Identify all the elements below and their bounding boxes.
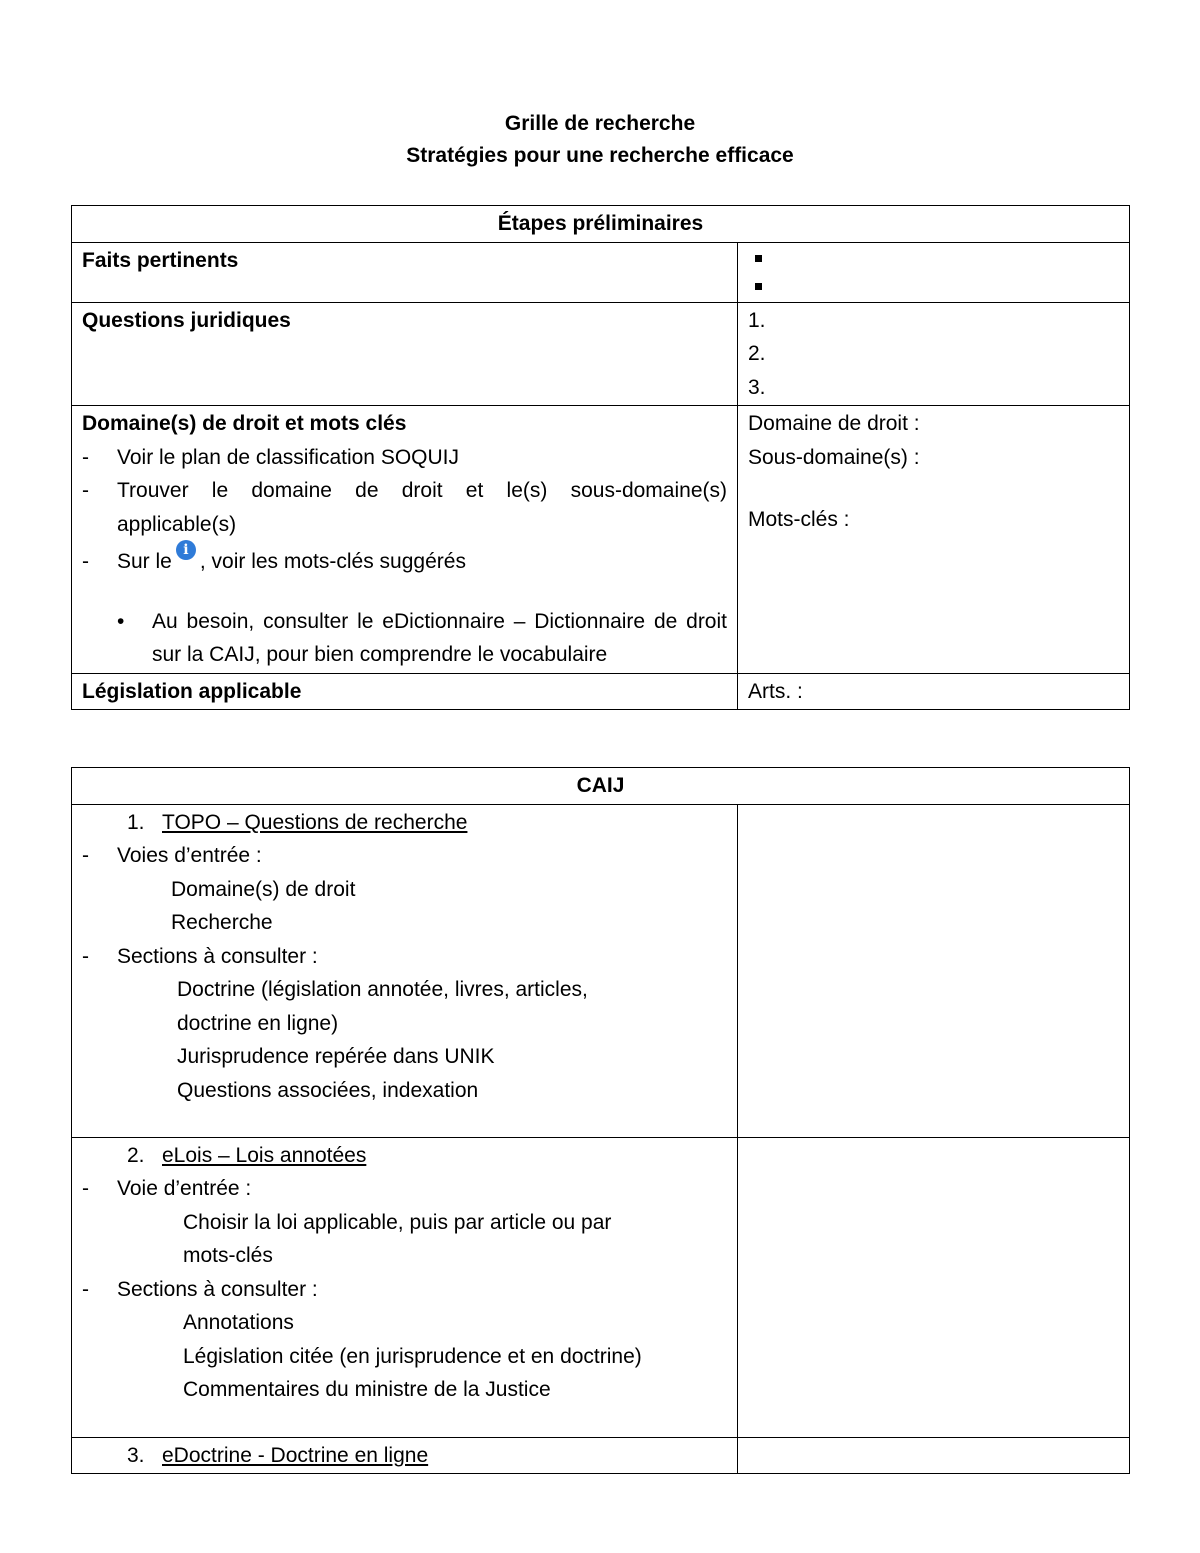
edoctrine-cell	[72, 1437, 738, 1474]
list-item: - Sur le i , voir les mots-clés suggérés	[82, 542, 466, 573]
table-row	[72, 242, 1130, 302]
questions-value-cell[interactable]	[738, 302, 1130, 406]
caij-heading: CAIJ	[72, 768, 1130, 805]
list-item: doctrine en ligne)	[177, 1011, 339, 1035]
topo-link[interactable]: TOPO – Questions de recherche	[162, 810, 468, 834]
list-item: 1.	[748, 308, 766, 332]
edoctrine-link[interactable]: eDoctrine - Doctrine en ligne	[162, 1443, 429, 1467]
sous-domaine-field-label: Sous-domaine(s) :	[748, 445, 920, 469]
list-item: - Voie d’entrée :	[82, 1177, 252, 1200]
list-item: - Voies d’entrée :	[82, 844, 262, 867]
list-item: Questions associées, indexation	[177, 1078, 479, 1102]
elois-link[interactable]: eLois – Lois annotées	[162, 1143, 367, 1167]
preliminary-steps-heading: Étapes préliminaires	[72, 206, 1130, 243]
faits-value-cell[interactable]	[738, 242, 1130, 302]
list-item: - Voir le plan de classification SOQUIJ	[82, 445, 459, 469]
list-item: Commentaires du ministre de la Justice	[183, 1378, 551, 1401]
questions-label: Questions juridiques	[72, 302, 738, 406]
page-subtitle: Stratégies pour une recherche efficace	[406, 144, 794, 167]
table-row	[72, 1437, 1130, 1474]
page-title: Grille de recherche	[504, 112, 696, 135]
list-item: 2.	[748, 342, 766, 365]
preliminary-steps-table	[71, 205, 1130, 710]
table-row	[72, 804, 1130, 1137]
table-row	[72, 673, 1130, 710]
list-item: Recherche	[171, 911, 273, 934]
table-row	[72, 1137, 1130, 1437]
document-header	[0, 108, 1200, 172]
square-bullet-icon	[755, 255, 762, 262]
table-row	[72, 302, 1130, 406]
list-item: Annotations	[183, 1311, 294, 1334]
elois-heading: 2. eLois – Lois annotées	[127, 1143, 367, 1167]
domaine-cell	[72, 406, 738, 674]
square-bullet-icon	[755, 283, 762, 290]
legislation-label: Législation applicable	[72, 673, 738, 710]
list-item: 3.	[748, 375, 766, 399]
list-item: - Sections à consulter :	[82, 1277, 318, 1301]
edoctrine-heading: 3. eDoctrine - Doctrine en ligne	[127, 1443, 429, 1467]
domaine-field-label: Domaine de droit :	[748, 412, 920, 435]
info-icon: i	[176, 540, 196, 560]
mots-cles-field-label: Mots-clés :	[748, 508, 850, 531]
list-item: Doctrine (législation annotée, livres, articles,	[177, 978, 588, 1001]
list-item: - Sections à consulter :	[82, 944, 318, 968]
topo-heading: 1. TOPO – Questions de recherche	[127, 810, 468, 834]
list-item: • Au besoin, consulter le eDictionnaire – Dictionnaire de droit sur la CAIJ, pour bien comprendre le vocabulaire	[117, 609, 727, 666]
list-item: Jurisprudence repérée dans UNIK	[177, 1045, 495, 1068]
domaine-value-cell[interactable]	[738, 406, 1130, 674]
list-item: mots-clés	[183, 1244, 273, 1267]
table-row	[72, 406, 1130, 674]
list-item: Choisir la loi applicable, puis par article ou par	[183, 1210, 612, 1234]
list-item: Domaine(s) de droit	[171, 877, 356, 901]
list-item: Législation citée (en jurisprudence et en doctrine)	[183, 1344, 642, 1368]
topo-cell	[72, 804, 738, 1137]
domaine-label: Domaine(s) de droit et mots clés	[82, 412, 407, 435]
legislation-value-cell[interactable]: Arts. :	[738, 673, 1130, 710]
caij-table	[71, 767, 1130, 1474]
topo-notes-cell[interactable]	[738, 804, 1130, 1137]
faits-label: Faits pertinents	[72, 242, 738, 302]
elois-cell	[72, 1137, 738, 1437]
edoctrine-notes-cell[interactable]	[738, 1437, 1130, 1474]
elois-notes-cell[interactable]	[738, 1137, 1130, 1437]
list-item: - Trouver le domaine de droit et le(s) sous-domaine(s) applicable(s)	[82, 479, 727, 536]
